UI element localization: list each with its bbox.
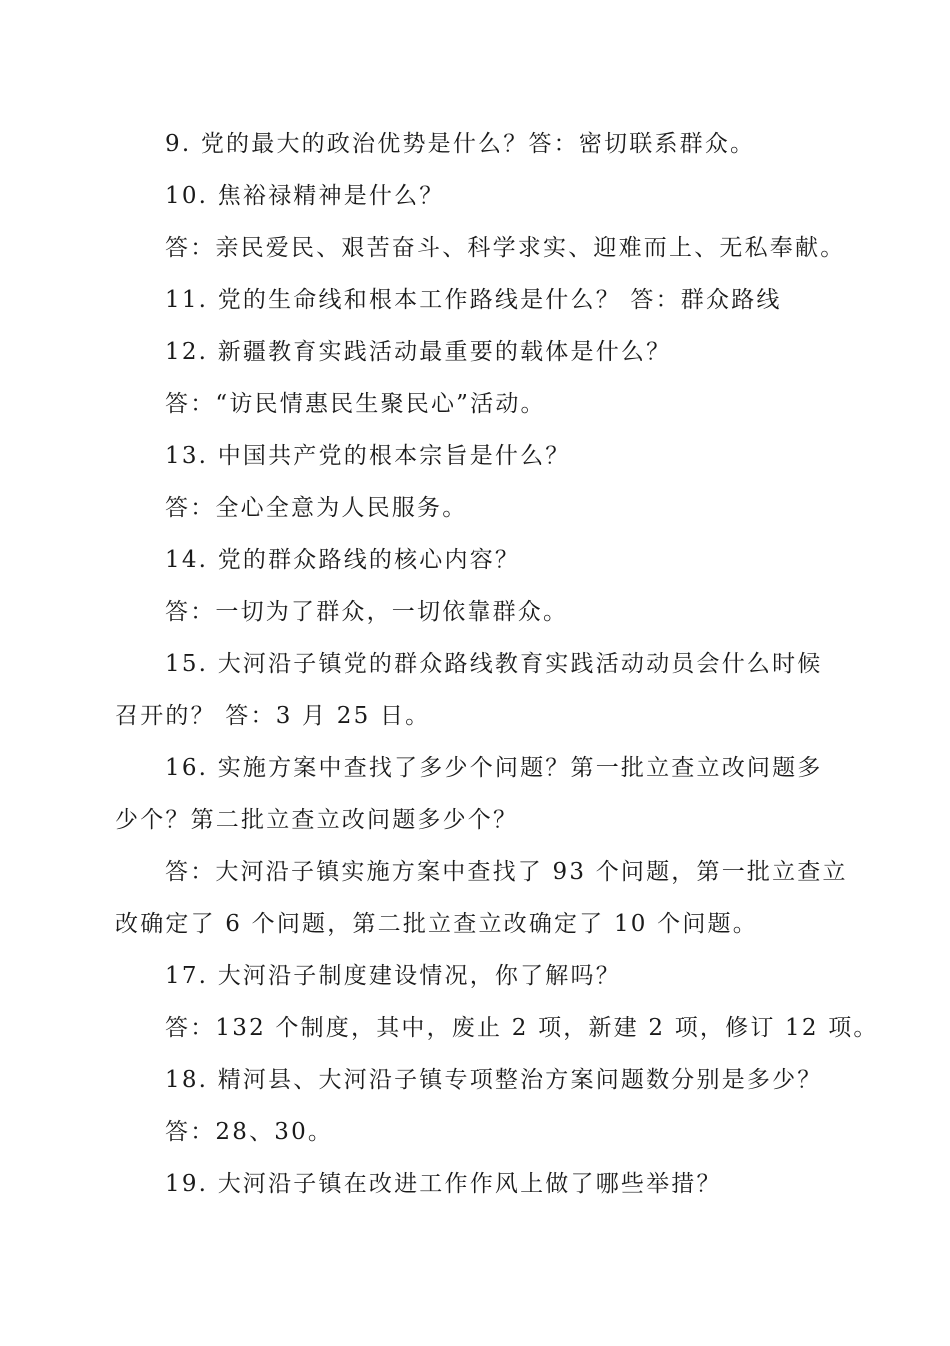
answer-10: 答：亲民爱民、艰苦奋斗、科学求实、迎难而上、无私奉献。	[165, 235, 846, 261]
question-16-cont: 少个？第二批立查立改问题多少个？	[115, 807, 519, 833]
question-11: 11. 党的生命线和根本工作路线是什么？ 答：群众路线	[165, 287, 782, 313]
question-14: 14. 党的群众路线的核心内容？	[165, 547, 521, 573]
question-10: 10. 焦裕禄精神是什么？	[165, 183, 445, 209]
answer-18: 答：28、30。	[165, 1119, 334, 1145]
question-18: 18. 精河县、大河沿子镇专项整治方案问题数分别是多少？	[165, 1067, 823, 1093]
answer-14: 答：一切为了群众，一切依靠群众。	[165, 599, 569, 625]
answer-12: 答：“访民情惠民生聚民心”活动。	[165, 391, 546, 417]
question-19: 19. 大河沿子镇在改进工作作风上做了哪些举措？	[165, 1171, 722, 1197]
answer-13: 答：全心全意为人民服务。	[165, 495, 468, 521]
answer-16: 答：大河沿子镇实施方案中查找了 93 个问题，第一批立查立	[165, 859, 848, 885]
question-15-cont: 召开的？ 答：3 月 25 日。	[115, 703, 431, 729]
question-13: 13. 中国共产党的根本宗旨是什么？	[165, 443, 571, 469]
question-16: 16. 实施方案中查找了多少个问题？第一批立查立改问题多	[165, 755, 823, 781]
question-17: 17. 大河沿子制度建设情况，你了解吗？	[165, 963, 621, 989]
question-9: 9. 党的最大的政治优势是什么？答：密切联系群众。	[165, 131, 756, 157]
question-12: 12. 新疆教育实践活动最重要的载体是什么？	[165, 339, 672, 365]
answer-17: 答：132 个制度，其中，废止 2 项，新建 2 项，修订 12 项。	[165, 1015, 879, 1041]
answer-16-cont: 改确定了 6 个问题，第二批立查立改确定了 10 个问题。	[115, 911, 758, 937]
question-15: 15. 大河沿子镇党的群众路线教育实践活动动员会什么时候	[165, 651, 823, 677]
